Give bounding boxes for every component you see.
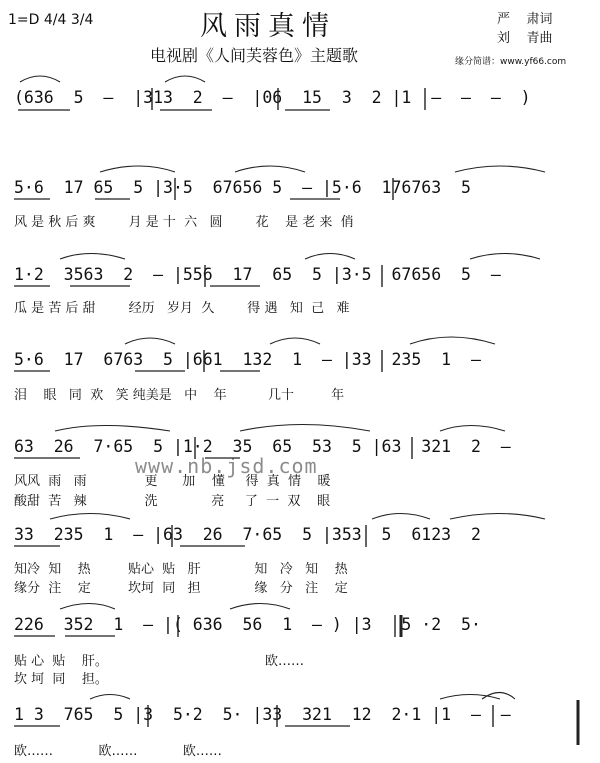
score-row-4-notes: 5·6 17 6763 5 |661 132 1 – |33 235 1 –	[14, 350, 481, 369]
score-row-7-notes: 226 352 1 – |( 636 56 1 – ) |3 5 ·2 5·	[14, 615, 481, 634]
score-row-8-lyrics: 欧…… 欧…… 欧……	[14, 744, 222, 759]
key-signature: 1=D 4/4 3/4	[8, 12, 94, 28]
song-subtitle: 电视剧《人间芙蓉色》主题歌	[150, 46, 359, 65]
score-row-6-notes: 33 235 1 – |63 26 7·65 5 |353 5 6123 2	[14, 525, 481, 544]
composer-credit: 刘 青曲	[497, 31, 553, 46]
score-row-6-lyrics-2: 缘分 注 定 坎坷 同 担 缘 分 注 定	[14, 581, 348, 596]
score-row-2-notes: 5·6 17 65 5 |3·5 67656 5 – |5·6 176763 5	[14, 178, 471, 197]
score-row-6-lyrics-1: 知冷 知 热 贴心 贴 肝 知 冷 知 热	[14, 562, 348, 577]
score-row-5-lyrics-1: 风风 雨 雨 更 加 懂 得 真 情 暖	[14, 474, 331, 489]
score-row-3-notes: 1·2 3563 2 – |556 17 65 5 |3·5 67656 5 –	[14, 265, 501, 284]
score-row-3-lyrics: 瓜 是 苦 后 甜 经历 岁月 久 得 遇 知 己 难	[14, 301, 350, 316]
score-row-8-notes: 1 3 765 5 |3 5·2 5· |33 321 12 2·1 |1 – –	[14, 705, 511, 724]
watermark: www.nb.jsd.com	[135, 454, 318, 478]
score-row-5-lyrics-2: 酸甜 苦 辣 洗 亮 了 一 双 眼	[14, 494, 330, 509]
song-title: 风雨真情	[200, 11, 336, 42]
score-row-4-lyrics: 泪 眼 同 欢 笑 纯美是 中 年 几十 年	[14, 388, 345, 403]
score-row-2-lyrics: 风 是 秋 后 爽 月 是 十 六 圆 花 是 老 来 俏	[14, 215, 354, 230]
website-credit: 缘分简谱：www.yf66.com	[455, 57, 567, 67]
score-row-7-lyrics-1: 贴 心 贴 肝。 欧……	[14, 654, 304, 669]
score-row-5-notes: 63 26 7·65 5 |1·2 35 65 53 5 |63 321 2 –	[14, 437, 511, 456]
score-row-1-notes: (636 5 – |313 2 – |06 15 3 2 |1 – – – )	[14, 88, 531, 107]
lyricist-credit: 严 肃词	[497, 12, 553, 27]
score-row-7-lyrics-2: 坎 坷 同 担。	[14, 672, 108, 687]
